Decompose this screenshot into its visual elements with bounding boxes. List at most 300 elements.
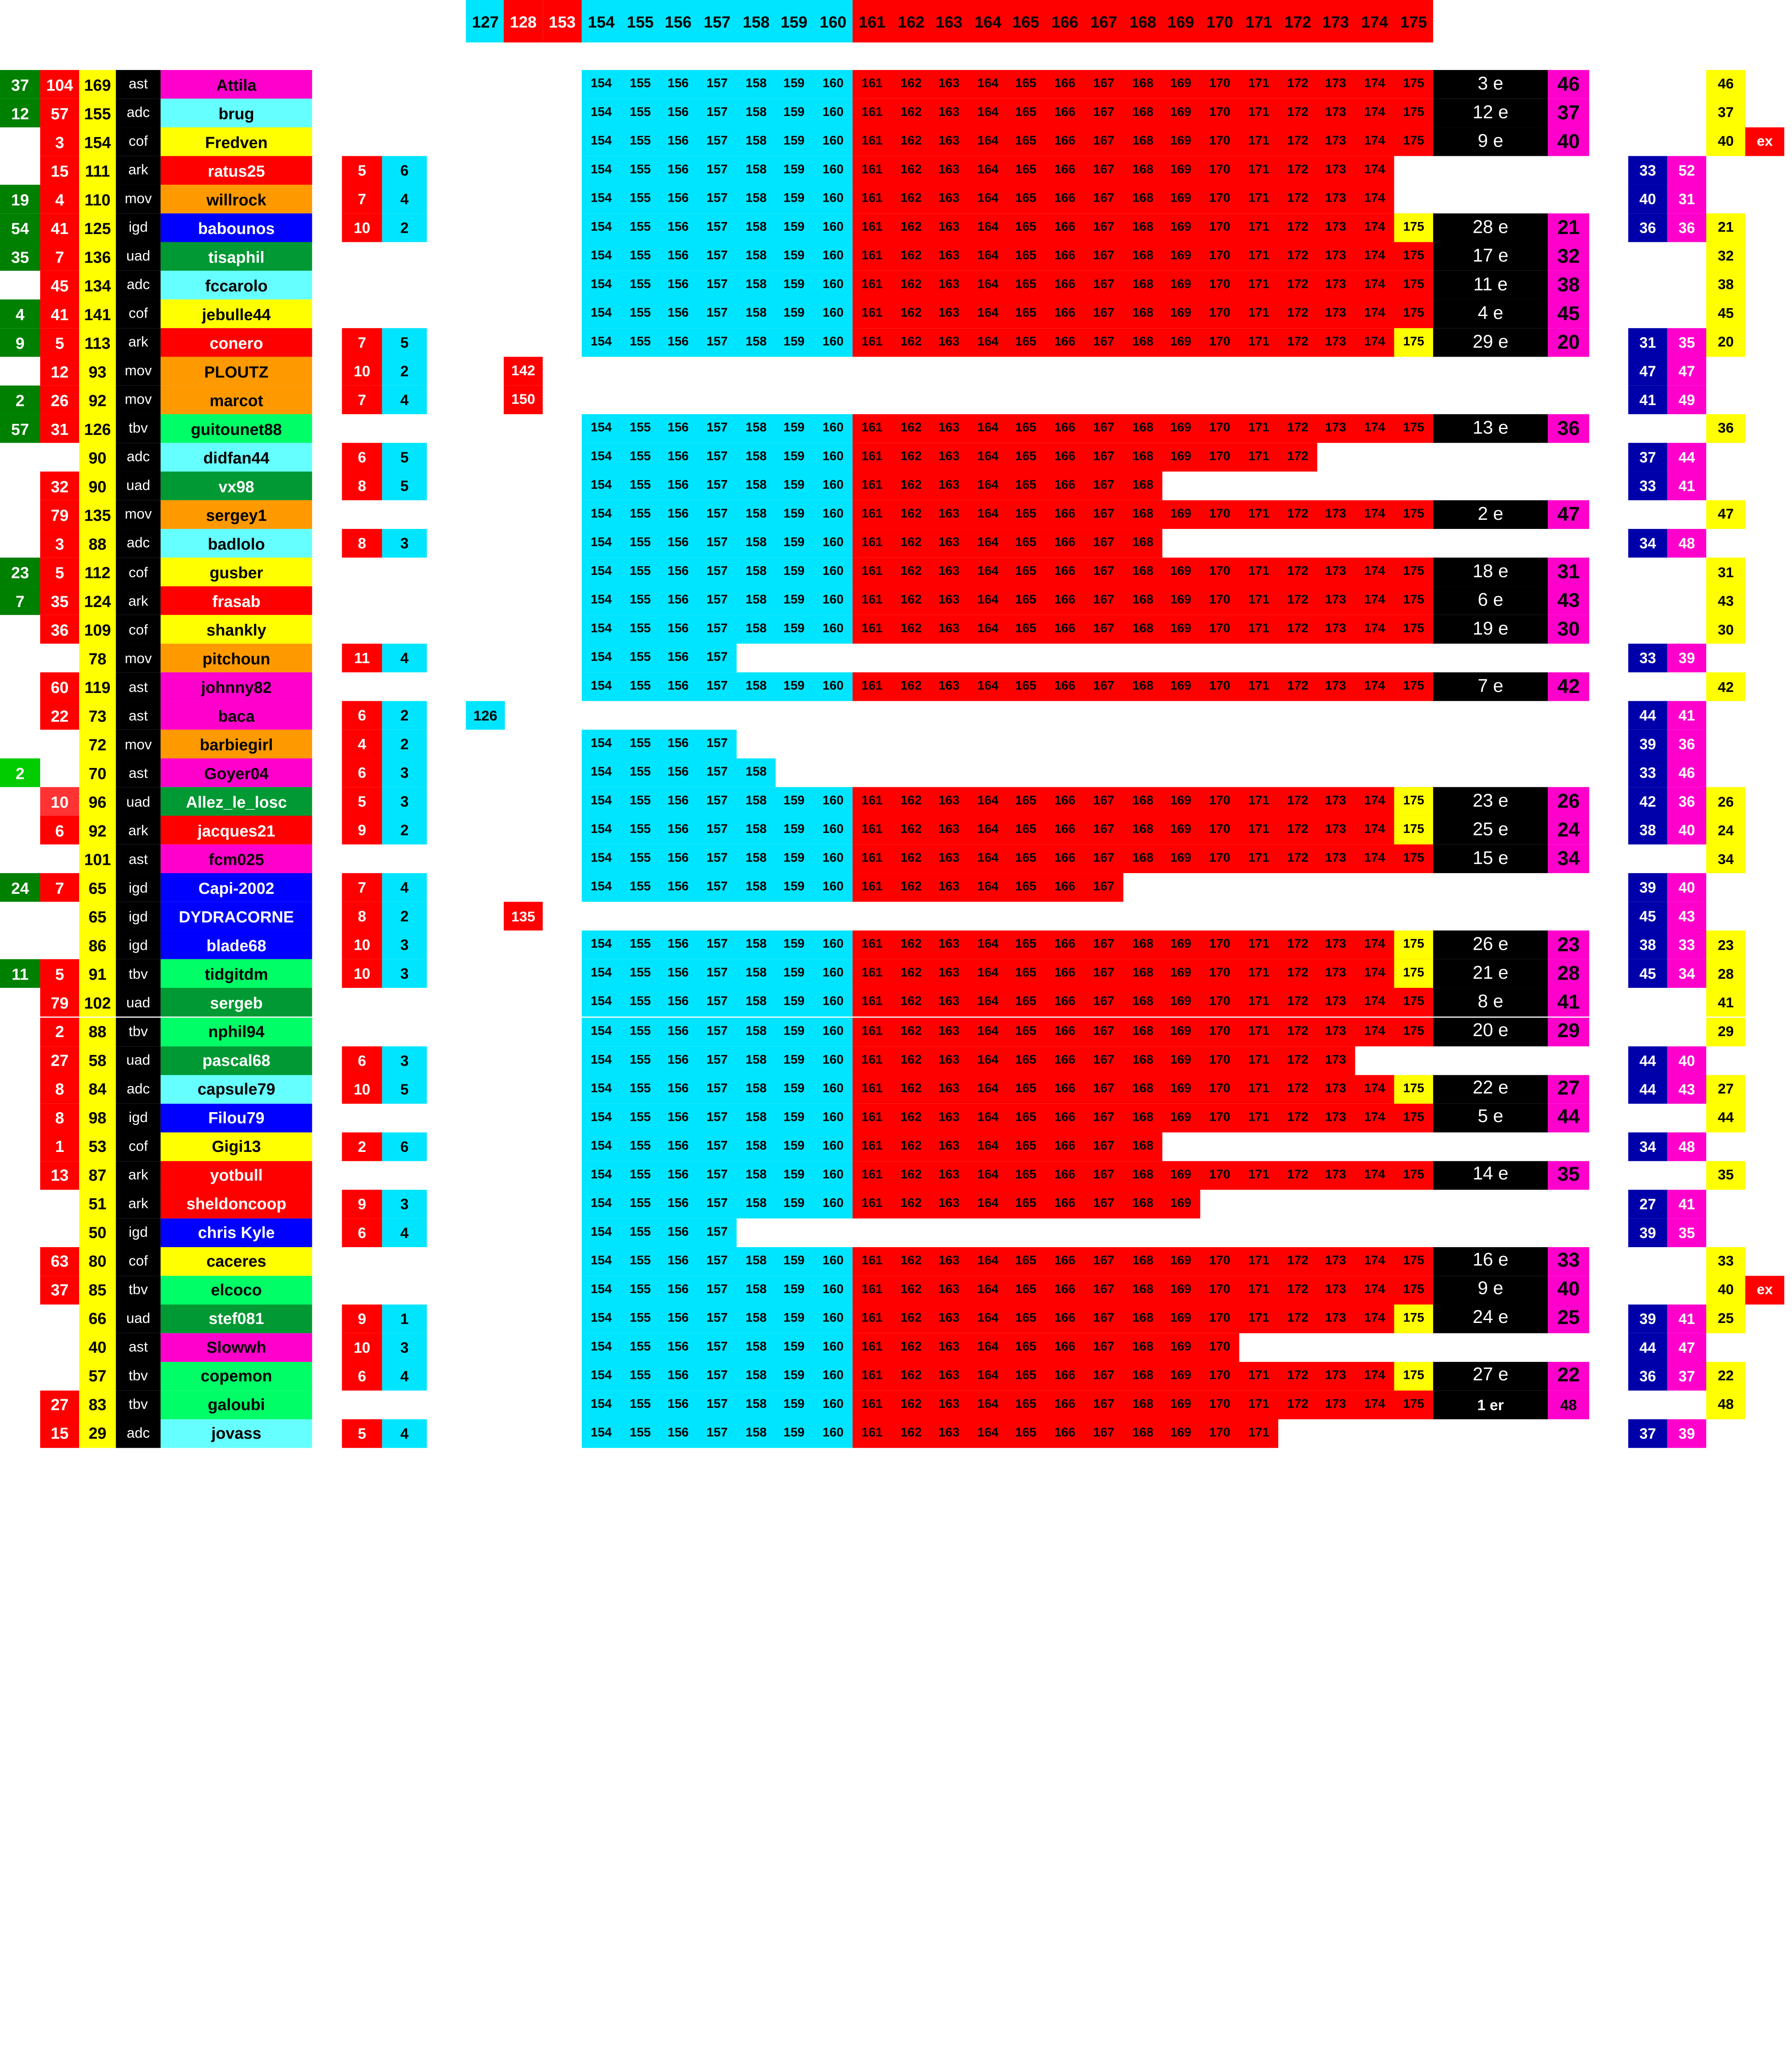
round-number: 174 bbox=[1364, 1167, 1385, 1181]
round-number: 165 bbox=[1015, 1253, 1036, 1267]
player-name: caceres bbox=[161, 1247, 312, 1275]
round-number: 155 bbox=[630, 77, 651, 91]
score-col-2: 15 bbox=[40, 156, 79, 185]
round-number: 162 bbox=[900, 852, 922, 866]
round-number: 172 bbox=[1287, 306, 1309, 321]
rank-label: 27 e bbox=[1433, 1361, 1548, 1390]
round-number: 157 bbox=[706, 1282, 728, 1296]
player-name: jebulle44 bbox=[161, 299, 312, 328]
round-number: 163 bbox=[938, 1311, 960, 1325]
faction-tag: adc bbox=[116, 443, 161, 472]
faction-tag: uad bbox=[116, 988, 161, 1017]
round-number: 171 bbox=[1248, 191, 1270, 205]
round-number: 175 bbox=[1403, 278, 1425, 292]
score-col-1: 54 bbox=[0, 213, 40, 242]
round-number: 165 bbox=[1015, 134, 1036, 148]
round-number: 162 bbox=[900, 1196, 922, 1210]
round-number: 161 bbox=[861, 1081, 883, 1096]
round-number: 160 bbox=[822, 1368, 844, 1382]
round-number: 173 bbox=[1325, 565, 1346, 579]
header-number: 162 bbox=[898, 12, 925, 31]
round-number: 157 bbox=[706, 450, 728, 464]
round-number: 154 bbox=[591, 593, 612, 608]
round-number: 175 bbox=[1403, 852, 1425, 866]
stat-magenta: 39 bbox=[1667, 644, 1706, 673]
round-number: 165 bbox=[1015, 306, 1036, 321]
rank-label: 7 e bbox=[1433, 673, 1548, 701]
round-number: 158 bbox=[745, 622, 767, 636]
round-number: 169 bbox=[1170, 1253, 1191, 1267]
round-number: 169 bbox=[1170, 105, 1191, 120]
round-number: 173 bbox=[1325, 1052, 1346, 1067]
stat-yellow: 46 bbox=[1706, 70, 1745, 99]
round-number: 172 bbox=[1287, 450, 1309, 464]
round-number: 169 bbox=[1170, 995, 1191, 1009]
round-number: 161 bbox=[861, 220, 883, 234]
round-number: 169 bbox=[1170, 421, 1191, 435]
round-number: 161 bbox=[861, 278, 883, 292]
round-number: 158 bbox=[745, 77, 767, 91]
round-number: 155 bbox=[630, 1167, 651, 1181]
score-col-3: 126 bbox=[79, 414, 116, 443]
score-col-2: 5 bbox=[40, 328, 79, 357]
stat-magenta: 47 bbox=[1667, 357, 1706, 386]
round-number: 166 bbox=[1054, 1081, 1075, 1096]
points-red: 6 bbox=[342, 759, 382, 787]
stat-blue: 45 bbox=[1628, 960, 1667, 988]
round-number: 158 bbox=[745, 995, 767, 1009]
round-number: 154 bbox=[591, 77, 612, 91]
round-number: 161 bbox=[861, 536, 883, 550]
round-number: 157 bbox=[706, 880, 728, 894]
round-number: 164 bbox=[977, 1282, 999, 1296]
round-number: 167 bbox=[1093, 1081, 1115, 1096]
round-number: 160 bbox=[822, 1196, 844, 1210]
round-number: 167 bbox=[1093, 966, 1115, 980]
round-number: 165 bbox=[1015, 1052, 1036, 1067]
round-number: 166 bbox=[1054, 134, 1075, 148]
round-number: 164 bbox=[977, 565, 999, 579]
round-number: 157 bbox=[706, 507, 728, 521]
round-number: 155 bbox=[630, 1024, 651, 1038]
header-number: 127 bbox=[466, 0, 505, 42]
score-col-2: 27 bbox=[40, 1046, 79, 1074]
round-number: 162 bbox=[900, 1368, 922, 1382]
points-red: 6 bbox=[342, 1046, 382, 1074]
round-number: 167 bbox=[1093, 249, 1115, 263]
round-number: 169 bbox=[1170, 852, 1191, 866]
round-number: 163 bbox=[938, 536, 960, 550]
round-number: 170 bbox=[1209, 1311, 1230, 1325]
round-number: 169 bbox=[1170, 335, 1191, 349]
faction-tag: mov bbox=[116, 500, 161, 529]
round-number: 157 bbox=[706, 651, 728, 665]
stat-yellow: 31 bbox=[1706, 558, 1745, 587]
stat-magenta: 46 bbox=[1667, 759, 1706, 787]
round-number: 157 bbox=[706, 1167, 728, 1181]
score-col-3: 98 bbox=[79, 1103, 116, 1132]
score-badge: 29 bbox=[1548, 1017, 1589, 1046]
score-col-2: 57 bbox=[40, 99, 79, 127]
points-cyan: 5 bbox=[382, 328, 427, 357]
round-number: 156 bbox=[667, 507, 689, 521]
player-name: galoubi bbox=[161, 1390, 312, 1419]
round-number: 167 bbox=[1093, 77, 1115, 91]
points-cyan: 4 bbox=[382, 644, 427, 673]
round-number: 168 bbox=[1132, 1052, 1154, 1067]
round-number: 170 bbox=[1209, 1024, 1230, 1038]
round-number: 154 bbox=[591, 737, 612, 751]
score-badge: 22 bbox=[1548, 1361, 1589, 1390]
rank-label: 29 e bbox=[1433, 328, 1548, 357]
faction-tag: mov bbox=[116, 386, 161, 414]
round-number: 174 bbox=[1364, 191, 1385, 205]
rank-label: 23 e bbox=[1433, 787, 1548, 816]
round-number: 167 bbox=[1093, 565, 1115, 579]
round-number: 158 bbox=[745, 1196, 767, 1210]
round-number: 156 bbox=[667, 1081, 689, 1096]
extra-number: 142 bbox=[504, 357, 543, 386]
round-number: 160 bbox=[822, 794, 844, 809]
rank-label: 3 e bbox=[1433, 70, 1548, 99]
round-number: 167 bbox=[1093, 134, 1115, 148]
round-number: 157 bbox=[706, 593, 728, 608]
round-number: 158 bbox=[745, 478, 767, 492]
rank-label: 2 e bbox=[1433, 500, 1548, 529]
score-col-3: 96 bbox=[79, 787, 116, 816]
score-col-1: 19 bbox=[0, 185, 40, 213]
round-number: 155 bbox=[630, 737, 651, 751]
points-red: 10 bbox=[342, 931, 382, 960]
round-number: 159 bbox=[783, 105, 805, 120]
round-number: 171 bbox=[1248, 1368, 1270, 1382]
round-number: 155 bbox=[630, 1110, 651, 1124]
round-number: 162 bbox=[900, 995, 922, 1009]
round-number: 169 bbox=[1170, 278, 1191, 292]
round-number: 174 bbox=[1364, 938, 1385, 952]
round-number: 164 bbox=[977, 938, 999, 952]
round-number: 158 bbox=[745, 794, 767, 809]
round-number: 158 bbox=[745, 1311, 767, 1325]
faction-tag: ark bbox=[116, 328, 161, 357]
extra-number: 126 bbox=[466, 701, 505, 730]
round-number: 170 bbox=[1209, 565, 1230, 579]
round-number: 162 bbox=[900, 880, 922, 894]
round-number: 155 bbox=[630, 507, 651, 521]
round-number: 162 bbox=[900, 1426, 922, 1440]
round-number: 165 bbox=[1015, 852, 1036, 866]
points-cyan: 3 bbox=[382, 1333, 427, 1361]
round-number: 166 bbox=[1054, 249, 1075, 263]
score-col-2: 7 bbox=[40, 242, 79, 271]
faction-tag: adc bbox=[116, 99, 161, 127]
round-number: 163 bbox=[938, 852, 960, 866]
round-number: 160 bbox=[822, 1052, 844, 1067]
rank-label: 6 e bbox=[1433, 587, 1548, 615]
faction-tag: ast bbox=[116, 1333, 161, 1361]
round-number: 166 bbox=[1054, 1340, 1075, 1354]
round-number: 174 bbox=[1364, 593, 1385, 608]
round-number: 162 bbox=[900, 1139, 922, 1153]
round-number: 158 bbox=[745, 450, 767, 464]
round-number: 161 bbox=[861, 191, 883, 205]
round-number: 158 bbox=[745, 191, 767, 205]
round-number: 163 bbox=[938, 593, 960, 608]
player-name: shankly bbox=[161, 615, 312, 644]
round-number: 172 bbox=[1287, 938, 1309, 952]
score-badge: 47 bbox=[1548, 500, 1589, 529]
stat-yellow: 45 bbox=[1706, 299, 1745, 328]
score-badge: 46 bbox=[1548, 70, 1589, 99]
points-red: 8 bbox=[342, 472, 382, 500]
score-badge: 37 bbox=[1548, 99, 1589, 127]
round-number: 162 bbox=[900, 278, 922, 292]
round-number: 154 bbox=[591, 1282, 612, 1296]
round-number: 163 bbox=[938, 1282, 960, 1296]
round-number: 161 bbox=[861, 1340, 883, 1354]
points-cyan: 4 bbox=[382, 1218, 427, 1247]
round-number: 160 bbox=[822, 105, 844, 120]
round-number: 157 bbox=[706, 421, 728, 435]
round-number: 157 bbox=[706, 565, 728, 579]
rank-label: 14 e bbox=[1433, 1161, 1548, 1189]
round-number: 172 bbox=[1287, 220, 1309, 234]
stat-magenta: 41 bbox=[1667, 701, 1706, 730]
round-number: 157 bbox=[706, 278, 728, 292]
round-number: 158 bbox=[745, 823, 767, 837]
round-number: 157 bbox=[706, 823, 728, 837]
score-col-1: 11 bbox=[0, 960, 40, 988]
round-number: 168 bbox=[1132, 77, 1154, 91]
round-number: 174 bbox=[1364, 1282, 1385, 1296]
round-number: 167 bbox=[1093, 163, 1115, 177]
round-number: 162 bbox=[900, 1253, 922, 1267]
round-number: 157 bbox=[706, 852, 728, 866]
round-number: 175 bbox=[1403, 679, 1425, 693]
player-name: guitounet88 bbox=[161, 414, 312, 443]
round-number: 167 bbox=[1093, 880, 1115, 894]
round-number: 160 bbox=[822, 507, 844, 521]
points-cyan: 6 bbox=[382, 156, 427, 185]
round-number: 154 bbox=[591, 1253, 612, 1267]
round-number: 159 bbox=[783, 536, 805, 550]
round-number: 161 bbox=[861, 622, 883, 636]
round-number: 168 bbox=[1132, 1024, 1154, 1038]
rank-label: 20 e bbox=[1433, 1017, 1548, 1046]
round-number: 166 bbox=[1054, 536, 1075, 550]
round-number: 173 bbox=[1325, 1110, 1346, 1124]
round-number: 171 bbox=[1248, 794, 1270, 809]
score-col-2: 79 bbox=[40, 988, 79, 1017]
round-number: 161 bbox=[861, 823, 883, 837]
score-badge: 43 bbox=[1548, 587, 1589, 615]
round-number: 172 bbox=[1287, 794, 1309, 809]
round-number: 161 bbox=[861, 335, 883, 349]
round-number: 165 bbox=[1015, 1196, 1036, 1210]
player-name: gusber bbox=[161, 558, 312, 587]
round-number: 156 bbox=[667, 1311, 689, 1325]
score-col-3: 136 bbox=[79, 242, 116, 271]
round-number: 170 bbox=[1209, 278, 1230, 292]
rank-label: 1 er bbox=[1433, 1390, 1548, 1419]
round-number: 163 bbox=[938, 1081, 960, 1096]
round-number: 167 bbox=[1093, 1340, 1115, 1354]
round-number: 164 bbox=[977, 1052, 999, 1067]
round-number: 159 bbox=[783, 852, 805, 866]
stat-blue: 34 bbox=[1628, 1132, 1667, 1161]
stat-magenta: 47 bbox=[1667, 1333, 1706, 1361]
points-red: 5 bbox=[342, 156, 382, 185]
stat-blue: 45 bbox=[1628, 902, 1667, 931]
round-number: 163 bbox=[938, 622, 960, 636]
round-number: 156 bbox=[667, 1426, 689, 1440]
round-number: 165 bbox=[1015, 278, 1036, 292]
round-number: 173 bbox=[1325, 1024, 1346, 1038]
round-number: 175 bbox=[1403, 249, 1425, 263]
round-number: 166 bbox=[1054, 1397, 1075, 1411]
score-badge: 35 bbox=[1548, 1161, 1589, 1189]
round-number: 165 bbox=[1015, 1282, 1036, 1296]
round-number: 154 bbox=[591, 565, 612, 579]
round-number: 173 bbox=[1325, 421, 1346, 435]
round-number: 163 bbox=[938, 1052, 960, 1067]
round-number: 171 bbox=[1248, 507, 1270, 521]
header-number: 171 bbox=[1245, 12, 1273, 31]
score-col-3: 101 bbox=[79, 845, 116, 874]
round-number: 174 bbox=[1364, 220, 1385, 234]
round-number: 174 bbox=[1364, 278, 1385, 292]
round-number: 162 bbox=[900, 593, 922, 608]
stat-blue: 39 bbox=[1628, 1304, 1667, 1332]
round-number: 164 bbox=[977, 306, 999, 321]
score-col-2: 35 bbox=[40, 587, 79, 615]
round-number: 154 bbox=[591, 1052, 612, 1067]
round-number: 164 bbox=[977, 163, 999, 177]
round-number: 156 bbox=[667, 593, 689, 608]
round-number: 154 bbox=[591, 105, 612, 120]
round-number: 173 bbox=[1325, 794, 1346, 809]
excluded-badge: ex bbox=[1745, 128, 1784, 156]
round-number: 156 bbox=[667, 306, 689, 321]
round-number: 172 bbox=[1287, 1397, 1309, 1411]
round-number: 168 bbox=[1132, 1397, 1154, 1411]
round-number: 161 bbox=[861, 852, 883, 866]
round-number: 154 bbox=[591, 1110, 612, 1124]
round-number: 155 bbox=[630, 938, 651, 952]
round-number: 156 bbox=[667, 335, 689, 349]
round-number: 162 bbox=[900, 220, 922, 234]
round-number: 172 bbox=[1287, 1282, 1309, 1296]
stat-yellow: 34 bbox=[1706, 845, 1745, 874]
round-number: 154 bbox=[591, 249, 612, 263]
stat-magenta: 35 bbox=[1667, 328, 1706, 357]
score-col-3: 154 bbox=[79, 128, 116, 156]
round-number: 159 bbox=[783, 938, 805, 952]
round-number: 158 bbox=[745, 1052, 767, 1067]
round-number: 157 bbox=[706, 995, 728, 1009]
round-number: 154 bbox=[591, 1426, 612, 1440]
round-number: 155 bbox=[630, 450, 651, 464]
round-number: 166 bbox=[1054, 1311, 1075, 1325]
round-number: 155 bbox=[630, 765, 651, 780]
score-badge: 24 bbox=[1548, 816, 1589, 845]
stat-blue: 31 bbox=[1628, 328, 1667, 357]
round-number: 167 bbox=[1093, 1052, 1115, 1067]
faction-tag: tbv bbox=[116, 414, 161, 443]
round-number: 155 bbox=[630, 651, 651, 665]
round-number: 171 bbox=[1248, 1397, 1270, 1411]
round-number: 173 bbox=[1325, 134, 1346, 148]
faction-tag: mov bbox=[116, 644, 161, 673]
faction-tag: uad bbox=[116, 787, 161, 816]
round-number: 156 bbox=[667, 1139, 689, 1153]
points-red: 5 bbox=[342, 1419, 382, 1448]
faction-tag: adc bbox=[116, 1074, 161, 1103]
faction-tag: cof bbox=[116, 299, 161, 328]
score-col-2: 41 bbox=[40, 213, 79, 242]
round-number: 162 bbox=[900, 335, 922, 349]
round-number: 155 bbox=[630, 1052, 651, 1067]
stat-magenta: 40 bbox=[1667, 874, 1706, 902]
points-cyan: 3 bbox=[382, 931, 427, 960]
round-number: 171 bbox=[1248, 823, 1270, 837]
score-badge: 44 bbox=[1548, 1103, 1589, 1132]
round-number: 171 bbox=[1248, 1426, 1270, 1440]
round-number: 167 bbox=[1093, 450, 1115, 464]
faction-tag: ast bbox=[116, 70, 161, 99]
rank-label: 9 e bbox=[1433, 128, 1548, 156]
round-number: 165 bbox=[1015, 679, 1036, 693]
round-number: 165 bbox=[1015, 249, 1036, 263]
faction-tag: cof bbox=[116, 558, 161, 587]
round-number: 164 bbox=[977, 278, 999, 292]
player-name: fcm025 bbox=[161, 845, 312, 874]
player-name: PLOUTZ bbox=[161, 357, 312, 386]
points-red: 10 bbox=[342, 1333, 382, 1361]
player-name: sergeb bbox=[161, 988, 312, 1017]
round-number: 170 bbox=[1209, 1052, 1230, 1067]
round-number: 164 bbox=[977, 679, 999, 693]
round-number: 163 bbox=[938, 191, 960, 205]
score-badge: 40 bbox=[1548, 1275, 1589, 1304]
round-number: 168 bbox=[1132, 105, 1154, 120]
round-number: 162 bbox=[900, 134, 922, 148]
round-number: 173 bbox=[1325, 995, 1346, 1009]
round-number: 166 bbox=[1054, 679, 1075, 693]
stat-yellow: 21 bbox=[1706, 213, 1745, 242]
round-number: 158 bbox=[745, 249, 767, 263]
round-number: 159 bbox=[783, 1110, 805, 1124]
round-number: 164 bbox=[977, 1196, 999, 1210]
round-number: 155 bbox=[630, 880, 651, 894]
round-number: 156 bbox=[667, 1368, 689, 1382]
points-red: 10 bbox=[342, 357, 382, 386]
round-number: 161 bbox=[861, 794, 883, 809]
round-number: 168 bbox=[1132, 306, 1154, 321]
score-col-3: 72 bbox=[79, 730, 116, 759]
stat-yellow: 48 bbox=[1706, 1390, 1745, 1419]
round-number: 154 bbox=[591, 1196, 612, 1210]
round-number: 167 bbox=[1093, 938, 1115, 952]
round-number: 165 bbox=[1015, 478, 1036, 492]
round-number: 174 bbox=[1364, 105, 1385, 120]
round-number: 169 bbox=[1170, 450, 1191, 464]
player-name: Capi-2002 bbox=[161, 874, 312, 902]
round-number: 164 bbox=[977, 995, 999, 1009]
score-col-2: 3 bbox=[40, 128, 79, 156]
header-number: 154 bbox=[588, 12, 615, 31]
round-number: 162 bbox=[900, 565, 922, 579]
